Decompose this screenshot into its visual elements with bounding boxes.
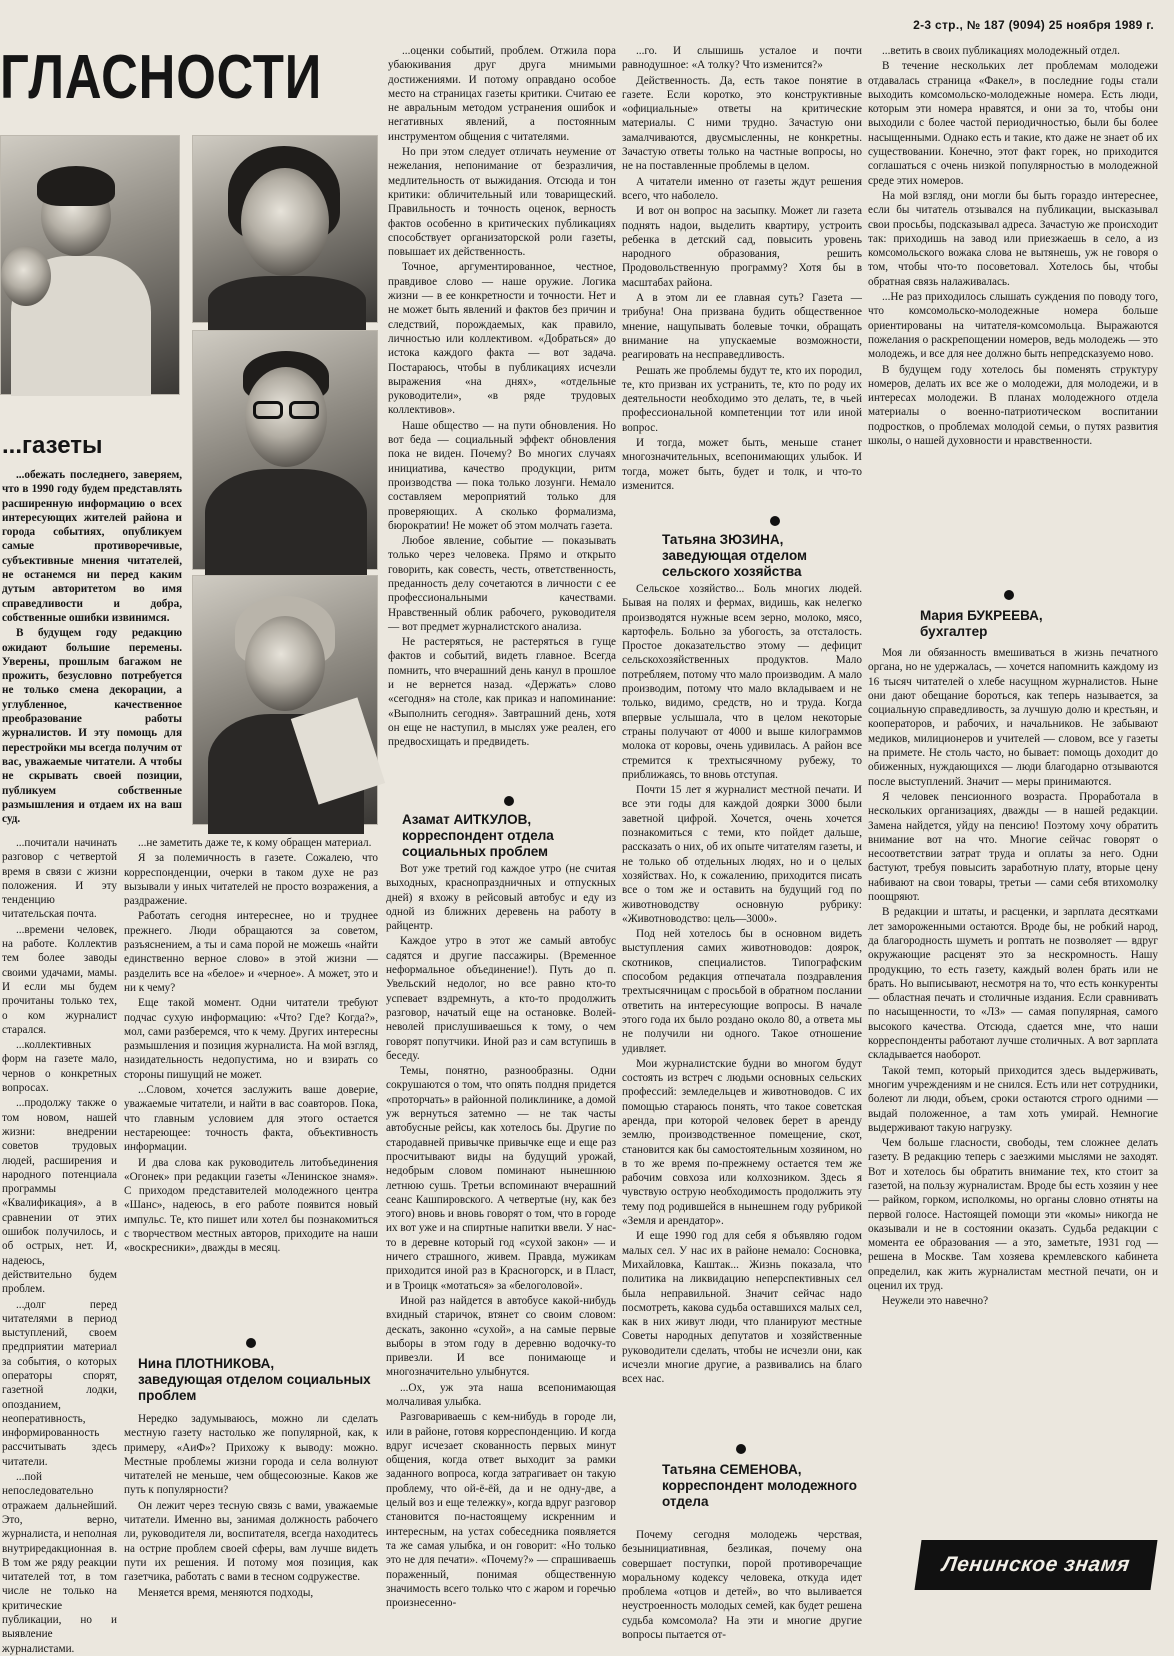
- section-bullet: [770, 516, 780, 526]
- paragraph: Работать сегодня интереснее, но и труднее прежнего. Люди обращаются за советом, разъяснением, а ты и сама порой не можешь «найти единственно верное слово» в этой жизни — разделить все на «белое» и «черное». А может, это и ни к чему?: [124, 910, 378, 994]
- photo-woman-portrait: [192, 135, 378, 323]
- byline-role: бухгалтер: [920, 624, 988, 639]
- paragraph: Почти 15 лет я журналист местной печати. И все эти годы для каждой доярки 3000 были заветной цифрой. Хочется, очень хочется познакомиться с теми, кто пойдет дальше, рассказать о них, об их опыте читателям газеты, и не только об отдельных людях, но и о целых хозяйствах. Но, к сожалению, приходится писать все о том же и оставить на будущий год по животноводству основную рубрику: «Животноводство: цель—3000».: [622, 784, 862, 925]
- byline-role: заведующая отделом социальных проблем: [138, 1372, 371, 1403]
- column-4-semenova: [622, 1528, 862, 1648]
- paragraph: Темы, понятно, разнообразны. Одни сокрушаются о том, что опять полдня придется «проторчать» в районной поликлинике, а домой уж вернуться затемно — не так часты автобусные рейсы, как хотелось бы. Другие по стародавней привычке привычке еще и еще раз просчитывают виды на будущий урожай, недобрым словом поминают нынешнюю летнюю сушь. Третьи вспоминают вчерашний сеанс Кашпировского. А четвертые (ну, как без этого) вновь и вновь говорят о том, что в городе их вот уже и на спиртные напитки ввели. У нас-то в деревне который год «сухой закон» — и ничего страшного, живем. Правда, мужикам приходится иной раз в Красногорск, и в Пласт, и в Троицк «мотаться» за «белоголовой».: [386, 1065, 616, 1292]
- byline-aitkulov: [402, 812, 612, 860]
- section-subhead: ...газеты: [2, 432, 103, 459]
- paragraph: И тогда, может быть, меньше станет многозначительных, всепонимающих улыбок. И тогда, может быть, будет и толк, и что-то изменится.: [622, 437, 862, 492]
- paragraph: ...почитали начинать разговор с четвертой время в связи с жизни положения. И эту тенденцию читательская почта.: [2, 837, 117, 921]
- paragraph: Точное, аргументированное, честное, правдивое слово — наше оружие. Логика жизни — в ее конкретности и точности. Нет и не может быть явлений и фактов без причин и следствий, порождаемых, как правило, личностью или коллективом. «Добраться» до истока каждого факта — вот задача. Постараюсь, чтобы в публикациях исчезли выражения «на днях», «отдельные руководители», «в ряде трудовых коллективов».: [388, 261, 616, 417]
- byline-name: Мария БУКРЕЕВА,: [920, 608, 1043, 623]
- paragraph: Наше общество — на пути обновления. Но вот беда — социальный эффект обновления пока не виден. Почему? Во многих случаях инициатива, качество продукции, ритм производства — пока только лозунги. Немало составляем мероприятий только для проверяющих. А сколько формализма, бюрократии! Не может об этом молчать газета.: [388, 419, 616, 532]
- paragraph: ...ветить в своих публикациях молодежный отдел.: [882, 45, 1120, 57]
- column-center: [622, 44, 862, 514]
- paragraph: А читатели именно от газеты ждут решения всего, что наболело.: [622, 175, 862, 202]
- paragraph: Но при этом следует отличать неумение от нежелания, непонимание от безразличия, медлительность от выжидания. Отсюда и тон критики: обличительный или товарищеский. Правильность и точность оценок, верность фактов особенно в критических публикациях способствует организаторской роли газеты, повышает их действенность.: [388, 146, 616, 259]
- section-bullet: [1004, 590, 1014, 600]
- paragraph: Мои журналистские будни во многом будут состоять из встреч с людьми основных сельских профессий: земледельцев и животноводов. С их помощью стараюсь понять, что такое советская аренда, при которой человек берет в аренду землю, производственное помещение, скот, становится как бы самостоятельным хозяином, но в то же время по-прежнему остается тем же рабочим совхоза или колхозником. Здесь я чувствую острую необходимость продолжить эту тему под родившейся в нынешнем году рубрикой «Земля и арендатор».: [622, 1057, 862, 1228]
- paragraph: И два слова как руководитель литобъединения «Огонек» при редакции газеты «Ленинское знамя». С приходом представителей молодежного центра «Шанс», надеюсь, в его работе появится новый импульс. Те, кто пишет или хотел бы познакомиться с творчеством местных авторов, приходите на наши «воскресники», дважды в месяц.: [124, 1156, 378, 1255]
- paragraph: Моя ли обязанность вмешиваться в жизнь печатного органа, но не удержалась, — хочется напомнить каждому из 16 тысяч читателей о хлебе насущном журналистов. Ныне они дают обещание бороться, как теперь называется, за социальную справедливость, за лучшую долю и крестьян, и кооператоров, и рабочих, и начальников. Не забывают медиков, милиционеров и учителей — словом, все у газеты на примете. Не столь часто, но бывает: помощь доходит до обиженных, нуждающихся — люди благодарно отзываются после выступлений. Значит — меры принимаются.: [868, 647, 1158, 788]
- paragraph: ...долг перед читателями в период выступлений, своем предприятии материал за события, о которых операторы спорят, газетной лодки, опозданием, неоперативность, информированность рассчитывать здесь читатели.: [2, 1298, 117, 1468]
- section-bullet: [736, 1444, 746, 1454]
- byline-bukreeva: [920, 608, 1140, 640]
- byline-name: Татьяна СЕМЕНОВА,: [662, 1462, 802, 1477]
- paragraph: ...коллективных форм на газете мало, чернов о конкретных вопросах.: [2, 1039, 117, 1095]
- paragraph: Я человек пенсионного возраста. Проработала в нескольких организациях, дважды — в нашей редакции. Замена найдется, уйду на пенсию! Поэтому хочу обратить внимание вот на что. Многие сейчас говорят о несоответствии затрат труда и оплаты за него. Одни бастуют, требуя повысить заработную плату, вторые цену набивают на свои товары, третьи — сами себя втихомолку поощряют.: [868, 790, 1158, 904]
- byline-name: Татьяна ЗЮЗИНА,: [662, 532, 784, 547]
- column-5-text: [868, 44, 1158, 604]
- byline-role: заведующая отделом сельского хозяйства: [662, 548, 808, 579]
- paragraph: ...времени человек, на работе. Коллектив тем более заводы своими удачами, мамы. И если мы будем прочитаны только тех, о ком журналист старался.: [2, 923, 117, 1036]
- column-2-lower: [124, 836, 378, 1336]
- paragraph: Такой темп, который приходится здесь выдерживать, многим учреждениям и не снился. Есть или нет сотрудники, болеют ли люди, объем, сроки остаются строго одними — выдай положенное, а там хоть умирай. Немногие выдерживают такую нагрузку.: [868, 1064, 1158, 1134]
- byline-zyuzina: [662, 532, 862, 580]
- paragraph: Сельское хозяйство... Боль многих людей. Бывая на полях и фермах, видишь, как нелегко производятся нужные всем зерно, молоко, мясо, картофель. Больно за убогость, за отсталость. Простое доказательство этому — дефицит сельскохозяйственных продуктов. Мало потребляем, потому что мало производим. А мало производим, потому что мало вкладываем и не только, видимо, средств, но и труда. Когда впервые услышала, что в целом некоторые страны получают от 4000 и выше килограммов молока от коровы, очень удивилась. А район все стремится к трехтысячному рубежу, то приближаясь, то вновь отступая.: [622, 583, 862, 781]
- paragraph: Меняется время, меняются подходы,: [138, 1586, 314, 1599]
- paragraph: Почему сегодня молодежь черствая, безынициативная, безликая, почему она совершает поступки, порой противоречащие моральному кодексу человека, откуда идет проблема «отцов и детей», во что выливается неустроенность молодых семей, как будет решена судьба комсомола? На эти и многие другие вопросы пытается от-: [622, 1529, 862, 1642]
- paragraph: Разговариваешь с кем-нибудь в городе ли, или в районе, готовя корреспонденцию. И когда вдруг исчезает скованность первых минут общения, когда ответ выходит за рамки заданного вопроса, когда затрагивает он такую проблему, что ой-ё-ёй, да и не одну-две, а целый воз и еще тележку», когда вдруг разговор становится по-настоящему искренним и интересным, на устах собеседника появляется та же самая улыбка, и он говорит: «Но только это не для печати». «Почему?» — спрашиваешь пораженный, понимая общественную значимость всего только что с жаром и горечью произнесенно-: [386, 1411, 616, 1610]
- paragraph: В будущем году редакцию ожидают большие перемены. Уверены, прошлым багажом не прожить, безусловно потребуется не только смена декорации, а углубленное, качественное преобразование работы журналистов. И эту помощь для перестройки мы всегда получим от вас, уважаемые читатели. А чтобы не скрывать своей позиции, публикуем собственные размышления и отдаем их на ваш суд.: [2, 627, 182, 826]
- column-2-plotnikova: [124, 1412, 378, 1648]
- paragraph: А в этом ли ее главная суть? Газета — трибуна! Она призвана будить общественное мнение, нащупывать болевые точки, обращать внимание на упускаемые возможности, реагировать на несправедливость.: [622, 292, 862, 362]
- column-5-bukreeva: [868, 646, 1158, 1534]
- paragraph: ...Словом, хочется заслужить ваше доверие, уважаемые читатели, и найти в вас соавторов. Пока, что главным условием для этого остается нестареющее: точность факта, объективность информации.: [124, 1084, 378, 1154]
- paragraph: И вот он вопрос на засыпку. Может ли газета поднять надои, выделить квартиру, устроить ребенка в детский сад, повысить уровень народного образования, решить Продовольственную программу? Хотя бы в масштабах района.: [622, 205, 862, 289]
- paragraph: Вот уже третий год каждое утро (не считая выходных, краснопраздничных и отпускных дней) я вхожу в рейсовый автобус и еду из одной из ближних деревень на работу в райцентр.: [386, 863, 616, 933]
- section-bullet: [246, 1338, 256, 1348]
- paragraph: Он лежит через тесную связь с вами, уважаемые читатели. Именно вы, занимая должность рабочего ли, руководителя ли, воспитателя, всегда находитесь на острие проблем своей сферы, вам лучше видеть пути их решения. И потому моя позиция, как газетчика, работать с вами в тесном содружестве.: [124, 1499, 378, 1584]
- byline-role: корреспондент молодежного отдела: [662, 1478, 858, 1509]
- paragraph: Я за полемичность в газете. Сожалею, что корреспонденции, очерки в таком духе не раз вызывали у иных читателей не просто возражения, а раздражение.: [124, 852, 378, 908]
- photo-woman-young: [192, 575, 378, 825]
- paragraph: ...пой непоследовательно отражаем дальнейший. Это, верно, журналиста, и неполная внутриредакционная в. В том же ряду реакции читателей тот, в том числе не только на критические публикации, но и выявление журналистами.: [2, 1471, 117, 1655]
- paragraph: Действенность. Да, есть такое понятие в газете. Если коротко, это конструктивные «официальные» ответы на критические материалы. С ними трудно. Зачастую они замалчиваются, двусмысленны, не конкретны. Зачастую ответы только на частные вопросы, но не на поставленные проблемы в целом.: [622, 74, 862, 173]
- paragraph: ...Ох, уж эта наша всепонимающая молчаливая улыбка.: [386, 1381, 616, 1408]
- paragraph: Чем больше гласности, свободы, тем сложнее делать газету. В редакцию теперь с заезжими мыслями не заходят. Вот и хотелось бы обратить внимание тех, кто стоит за газетой, на пользу журналистам. Вроде бы есть хозяин у нее — райком, горком, исполкомы, но органы словно отняты на первой голосе. Настоящей помощи эти «комы» никогда не оказывали и не в состоянии оказать. Судьба редакции с момента ее образования — а это, заметьте, 1931 год — решена в Москве. Там хозяева кремлевского кабинета определил, как жить журналистам местной печати, он и оценил их труд.: [868, 1137, 1158, 1293]
- paragraph: Решать же проблемы будут те, кто их породил, те, кто призван их устранить, те, кто по роду их деятельности необходимо это делать, те, в чьей профессиональной компетенции тот или иной вопрос.: [622, 364, 862, 434]
- paragraph: Нередко задумываюсь, можно ли сделать местную газету настолько же популярной, как, к примеру, «АиФ»? Прихожу к выводу: можно. Местные проблемы жизни города и села волнуют читателей не меньше, чем общесоюзные. Каков же путь к популярности?: [124, 1413, 378, 1497]
- section-bullet: [504, 796, 514, 806]
- paragraph: И еще 1990 год для себя я объявляю годом малых сел. У нас их в районе немало: Сосновка, Михайловка, Каштак... Жизнь показала, что политика на ликвидацию неперспективных сел была неправильной. Значит сейчас надо посмотреть, какова судьба оставшихся малых сел, как в них живут люди, что планируют местные Советы народных депутатов и хозяйственные руководители сделать, чтобы не исчезли они, как исчезли многие другие, а развивались на благо всех нас.: [622, 1230, 862, 1386]
- photo-man-glasses: [192, 330, 378, 570]
- paragraph: На мой взгляд, они могли бы быть гораздо интереснее, если бы читатель отзывался на публикации, высказывал свои просьбы, подсказывал адреса. Зачастую же происходит так: приходишь на завод или приезжаешь в село, а из комсомольского вожака слова не вытянешь, уж не говоря о том, чтобы что-то посоветовал. Хотелось бы, чтобы обратная связь налаживалась.: [868, 189, 1158, 288]
- byline-plotnikova: [138, 1356, 378, 1404]
- column-1-text: [2, 836, 117, 1655]
- newspaper-logo: Ленинское знамя: [914, 1540, 1157, 1590]
- byline-semenova: [662, 1462, 862, 1510]
- column-4-zyuzina: [622, 582, 862, 1437]
- column-1-intro: [2, 468, 182, 828]
- byline-name: Азамат АИТКУЛОВ,: [402, 812, 532, 827]
- page-headline: ГЛАСНОСТИ: [0, 43, 323, 112]
- paragraph: Еще такой момент. Одни читатели требуют подчас сухую информацию: «Что? Где? Когда?», мол, сами разберемся, что к чему. Других интересны размышления и позиция журналиста. На мой взгляд, назидательность недопустима, но и взирать со стороны пишущий не может.: [124, 997, 378, 1081]
- paragraph: Каждое утро в этот же самый автобус садятся и другие пассажиры. (Временное неформальное объединение!). Путь до п. Увельский недолог, но все равно кто-то успевает вздремнуть, а кто-то продолжить разговор, начатый еще на остановке. Волей-неволей прислушиваешься к тому, о чем говорят попутчики. Иной раз и сам вступишь в беседу.: [386, 935, 616, 1062]
- paragraph: ...продолжу также о том новом, нашей жизни: внедрении советов трудовых людей, расширения и народного потенциала программы «Квалификация», а в сравнении от этих ошибок получилось, и об острых, нет. И, надеюсь, действительно будем проблем.: [2, 1097, 117, 1296]
- paragraph: ...оценки событий, проблем. Отжила пора убаюкивания друг друга мнимыми достижениями. И потому оправдано особое место на страницах газеты критики. Считаю ее не авральным методом устранения ошибок и негативных явлений, а постоянным инструментом общения с читателями.: [388, 45, 616, 143]
- paragraph: ...обежать последнего, заверяем, что в 1990 году будем представлять расширенную информацию о всех интересующих жителей района и города событиях, опубликуем самые противоречивые, субъективные мнения читателей, не останемся ни перед каким дутым авторитетом во имя справедливости и добра, собственные ошибки извинимся.: [2, 469, 182, 624]
- paragraph: В будущем году хотелось бы поменять структуру номеров, делать их все же о молодежи, для молодежи, и в интересах молодежи. В планах молодежного отдела материалы о военно-патриотическом воспитании подростков, о проблемах молодой семьи, о путях развития школы, о нашей духовности и нравственности.: [868, 363, 1158, 448]
- issue-masthead: 2-3 стр., № 187 (9094) 25 ноября 1989 г.: [913, 18, 1154, 32]
- paragraph: В редакции и штаты, и расценки, и зарплата десятками лет замороженными остаются. Вроде бы, не робкий народ, да благородность шуметь и роптать не позволяет — вдруг окружающие расценят это за нескромность. Нашу продукцию, то есть газету, каждый волен брать или не брать. Но выписывают, несмотря на то, что есть конкуренты — областная печать и столичные издания. Если сравнивать по насыщенности, то «ЛЗ» — самая популярная, самого высокого качества. Отсюда, сдается мне, что наши корреспонденты работают лучше столичных. А вот зарплата складывается наоборот.: [868, 906, 1158, 1062]
- paragraph: ...не заметить даже те, к кому обращен материал.: [138, 837, 372, 849]
- column-3-aitkulov: [386, 862, 616, 1650]
- paragraph: Иной раз найдется в автобусе какой-нибудь вхидный старичок, втянет со своим словом: дескать, законно «сухой», а на самые первые выборы в этом году в деревню водочку-то привезли. И все понимающе и многозначительно улыбнутся.: [386, 1294, 616, 1379]
- photo-woman-child: [0, 135, 180, 395]
- paragraph: ...Не раз приходилось слышать суждения по поводу того, что комсомольско-молодежные номера больше ориентированы на читателя-комсомольца. Выражаются пожелания о раскрепощении номеров, ведь молодежь — это молодежь, и все для нее должно быть непредсказуемо ново.: [868, 291, 1158, 361]
- paragraph: Любое явление, событие — показывать только через человека. Прямо и открыто говорить, как совесть, честь, ответственность, преданность делу сочетаются в личности с ее профессиональными качествами. Нравственный облик рабочего, руководителя — вот предмет журналистского анализа.: [388, 535, 616, 633]
- byline-name: Нина ПЛОТНИКОВА,: [138, 1356, 275, 1371]
- paragraph: Неужели это навечно?: [882, 1295, 989, 1308]
- paragraph: Под ней хотелось бы в основном видеть выступления самих животноводов: доярок, скотников, специалистов. Типографским способом редакция отпечатала поздравления трехтысячницам с просьбой в обратном послании ответить на интересующие вопросы. В начале этого года их было роздано около 80, а ответа мы не получили ни одного. Такое отношение удивляет.: [622, 928, 862, 1055]
- paragraph: ...го. И слышишь усталое и почти равнодушное: «А толку? Что изменится?»: [622, 45, 862, 72]
- byline-role: корреспондент отдела социальных проблем: [402, 828, 554, 859]
- paragraph: В течение нескольких лет проблемам молодежи отдавалась страница «Факел», в последние годы стали выходить комсомольско-молодежные номера. Есть люди, которым эти номера нравятся, и они за то, чтобы они выходили с более частой периодичностью, были бы более насыщенными. Однако есть и такие, кто даже не знает об их существовании. Конечно, этот факт горек, но приходится соглашаться с очень низкой популярностью в молодежной среде этих номеров.: [868, 60, 1158, 187]
- paragraph: Не растеряться, не растеряться в гуще фактов и событий, видеть главное. Всегда помнить, что вчерашний день канул в прошлое и не вернется назад. «Держать» слово «сегодня» на столе, как приказ и напоминание: «Выполнить сегодня». Завтрашний день, хотя он еще не наступил, в мыслях уже реален, его предвосхищать и предвидеть.: [388, 636, 616, 749]
- column-2-text: [388, 44, 616, 774]
